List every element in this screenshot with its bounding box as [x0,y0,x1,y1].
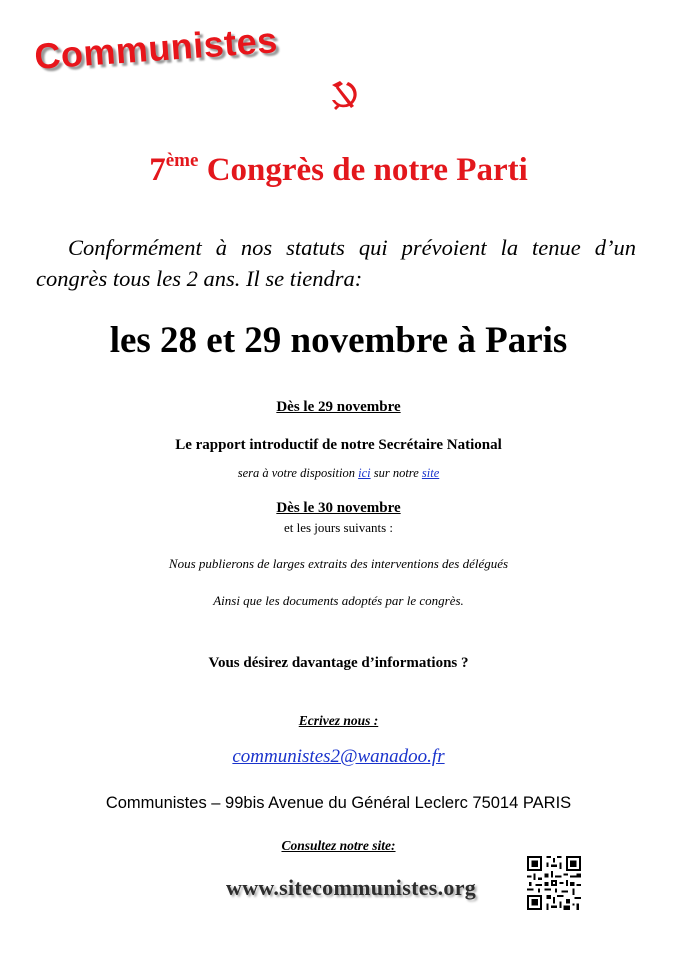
website-url[interactable]: www.sitecommunistes.org [226,875,477,900]
jours-suivants: et les jours suivants : [283,520,394,535]
intro-paragraph: Conformément à nos statuts qui prévoient la tenue d’un congrès tous les 2 ans. Il se tiendra: [36,235,636,291]
ecrivez-nous: Ecrivez nous : [298,713,379,728]
site-link[interactable]: site [421,466,440,480]
heading-29-novembre: Dès le 29 novembre [276,399,401,415]
postal-address: Communistes – 99bis Avenue du Général Leclerc 75014 PARIS [105,794,572,812]
hammer-sickle-icon [326,78,362,114]
rapport-text: Le rapport introductif de notre Secrétaire National [175,437,502,453]
email-link[interactable]: communistes2@wanadoo.fr [232,746,445,767]
consultez-site: Consultez notre site: [281,838,396,853]
logo-communistes: Communistes [33,19,279,78]
publierons-text: Nous publierons de larges extraits des interventions des délégués [168,556,509,571]
ici-link[interactable]: ici [358,466,371,480]
congress-dates: les 28 et 29 novembre à Paris [109,320,568,361]
documents-text: Ainsi que les documents adoptés par le congrès. [213,593,464,608]
page-title: 7ème Congrès de notre Parti [149,150,528,188]
qr-code [527,856,581,910]
question-text: Vous désirez davantage d’informations ? [208,655,469,671]
disposition-line: sera à votre disposition ici sur notre site [237,466,440,480]
heading-30-novembre: Dès le 30 novembre [276,500,401,516]
